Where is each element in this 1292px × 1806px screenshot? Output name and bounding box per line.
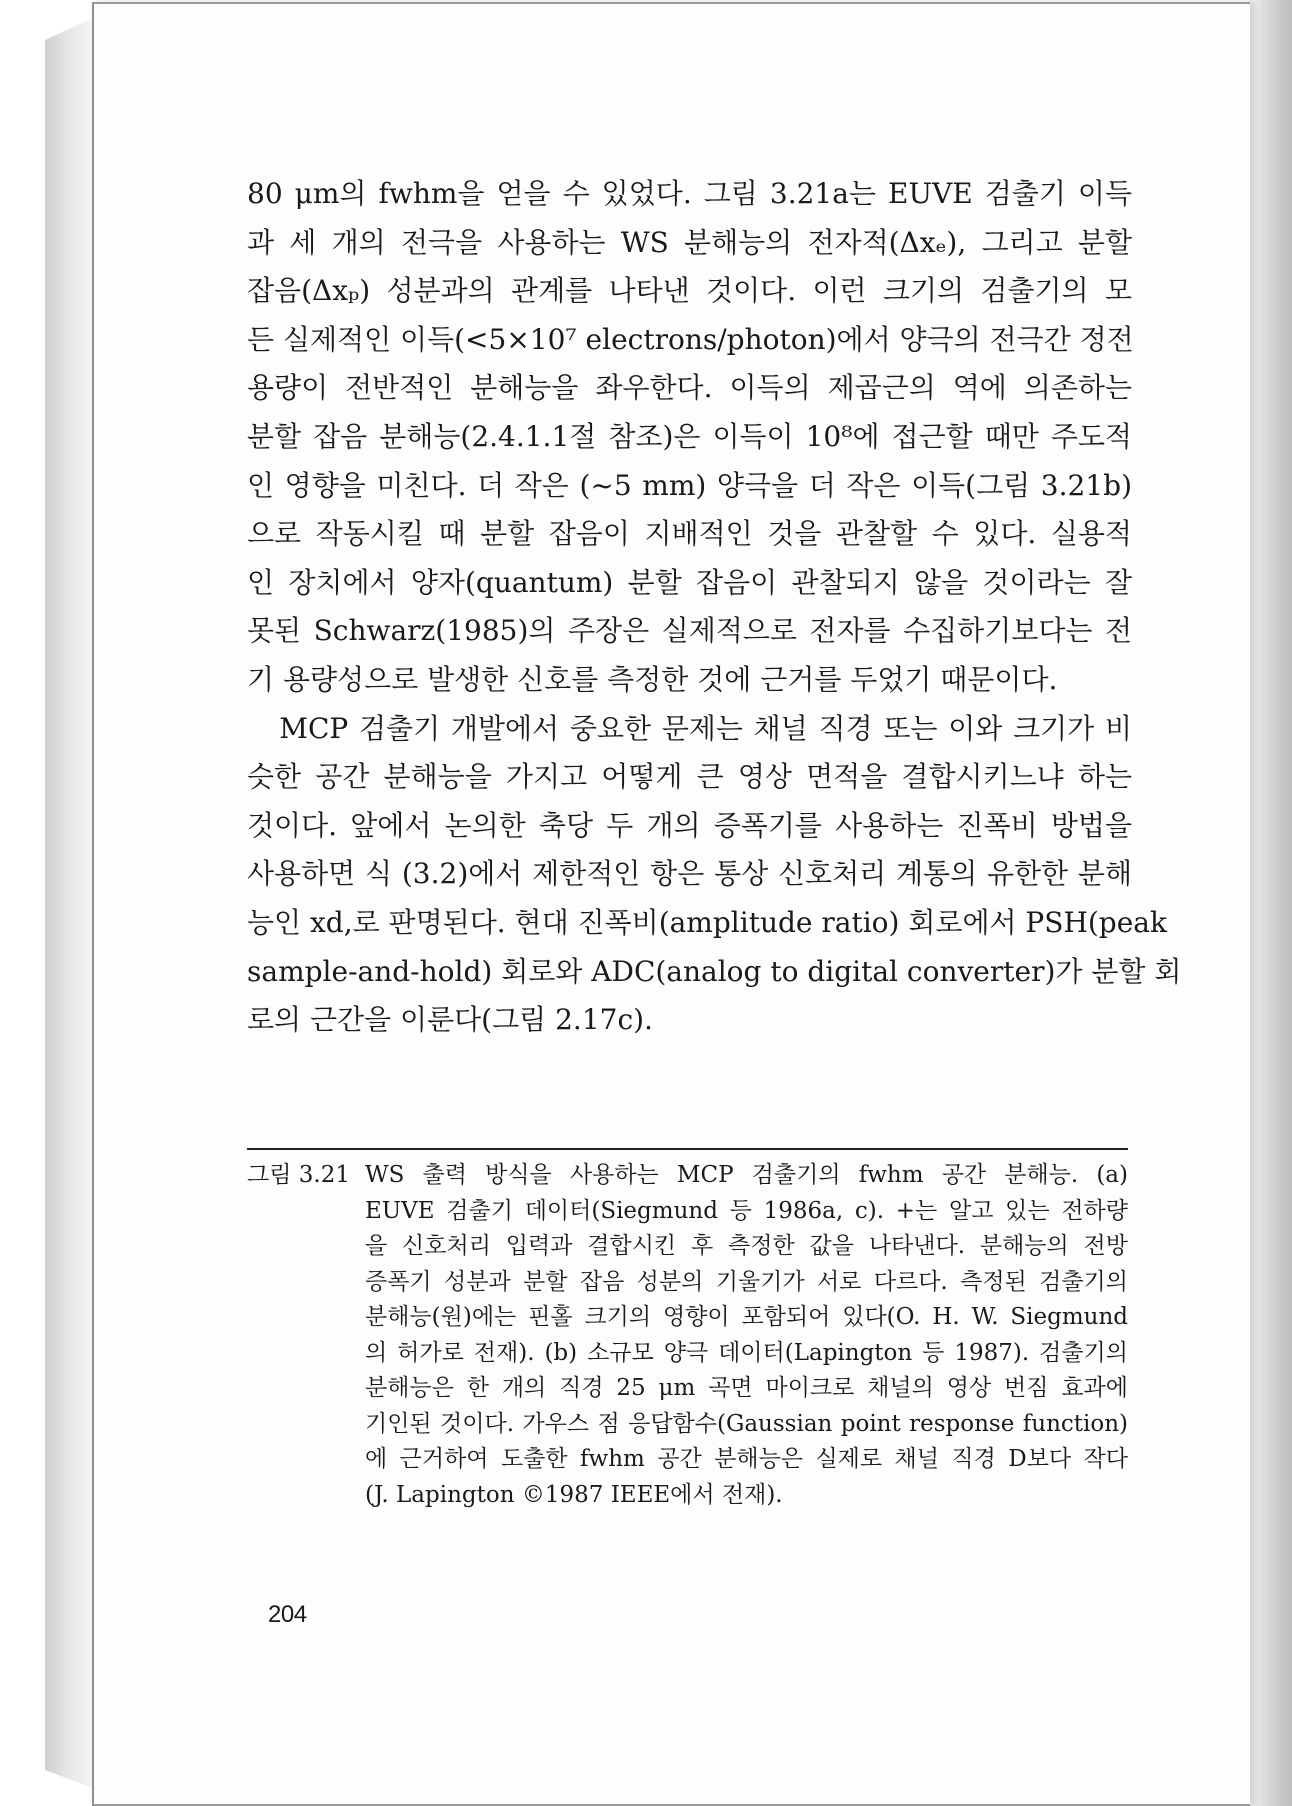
body-line: 능인 xd,로 판명된다. 현대 진폭비(amplitude ratio) 회로에서 PSH(peak [247,905,1167,939]
body-line: 용량이 전반적인 분해능을 좌우한다. 이득의 제곱근의 역에 의존하는 [247,371,1132,405]
body-line: 못된 Schwarz(1985)의 주장은 실제적으로 전자를 수집하기보다는 전 [247,614,1132,648]
caption-line: 분해능(원)에는 핀홀 크기의 영향이 포함되어 있다(O. H. W. Siegmund [365,1304,1128,1330]
body-line: 잡음(Δxₚ) 성분과의 관계를 나타낸 것이다. 이런 크기의 검출기의 모 [247,274,1132,308]
body-line: 기 용량성으로 발생한 신호를 측정한 것에 근거를 두었기 때문이다. [247,662,1058,696]
body-line: 분할 잡음 분해능(2.4.1.1절 참조)은 이득이 10⁸에 접근할 때만 주도적 [247,419,1132,453]
caption-line: 에 근거하여 도출한 fwhm 공간 분해능은 실제로 채널 직경 D보다 작다 [365,1446,1128,1472]
caption-line: 의 허가로 전재). (b) 소규모 양극 데이터(Lapington 등 1987). 검출기의 [365,1339,1128,1366]
caption-line: EUVE 검출기 데이터(Siegmund 등 1986a, c). +는 알고 있는 전하량 [365,1197,1128,1224]
body-line: sample-and-hold) 회로와 ADC(analog to digital converter)가 분할 회 [247,954,1182,988]
body-line: 슷한 공간 분해능을 가지고 어떻게 큰 영상 면적을 결합시키느냐 하는 [247,760,1132,794]
caption-line: 기인된 것이다. 가우스 점 응답함수(Gaussian point response function) [365,1410,1128,1437]
body-line: 로의 근간을 이룬다(그림 2.17c). [247,1003,653,1037]
body-line: 것이다. 앞에서 논의한 축당 두 개의 증폭기를 사용하는 진폭비 방법을 [247,808,1132,842]
caption-line: 증폭기 성분과 분할 잡음 성분의 기울기가 서로 다르다. 측정된 검출기의 [365,1268,1128,1295]
body-line: 80 μm의 fwhm을 얻을 수 있었다. 그림 3.21a는 EUVE 검출기 이득 [247,177,1132,210]
caption-line: WS 출력 방식을 사용하는 MCP 검출기의 fwhm 공간 분해능. (a) [365,1162,1128,1188]
body-line: 으로 작동시킬 때 분할 잡음이 지배적인 것을 관찰할 수 있다. 실용적 [247,517,1132,551]
body-line: 든 실제적인 이득(<5×10⁷ electrons/photon)에서 양극의 전극간 정전 [247,322,1134,356]
body-line: 인 장치에서 양자(quantum) 분할 잡음이 관찰되지 않을 것이라는 잘 [247,565,1132,599]
body-line: MCP 검출기 개발에서 중요한 문제는 채널 직경 또는 이와 크기가 비 [247,711,1132,745]
body-line: 과 세 개의 전극을 사용하는 WS 분해능의 전자적(Δxₑ), 그리고 분할 [247,225,1132,259]
caption-line: 분해능은 한 개의 직경 25 μm 곡면 마이크로 채널의 영상 번짐 효과에 [365,1375,1128,1401]
page-number: 204 [268,1601,307,1628]
book-right-shadow [1244,0,1292,1806]
figure-label: 그림 3.21 [247,1162,350,1188]
caption-line: 을 신호처리 입력과 결합시킨 후 측정한 값을 나타낸다. 분해능의 전방 [365,1233,1128,1259]
caption-rule [247,1148,1128,1150]
figure-caption [365,1158,1128,1513]
book-left-edge [45,18,93,1788]
body-text [247,170,1182,1045]
body-line: 사용하면 식 (3.2)에서 제한적인 항은 통상 신호처리 계통의 유한한 분해 [247,857,1132,891]
body-line: 인 영향을 미친다. 더 작은 (~5 mm) 양극을 더 작은 이득(그림 3.21b) [247,468,1132,502]
caption-line: (J. Lapington ©1987 IEEE에서 전재). [365,1481,783,1508]
